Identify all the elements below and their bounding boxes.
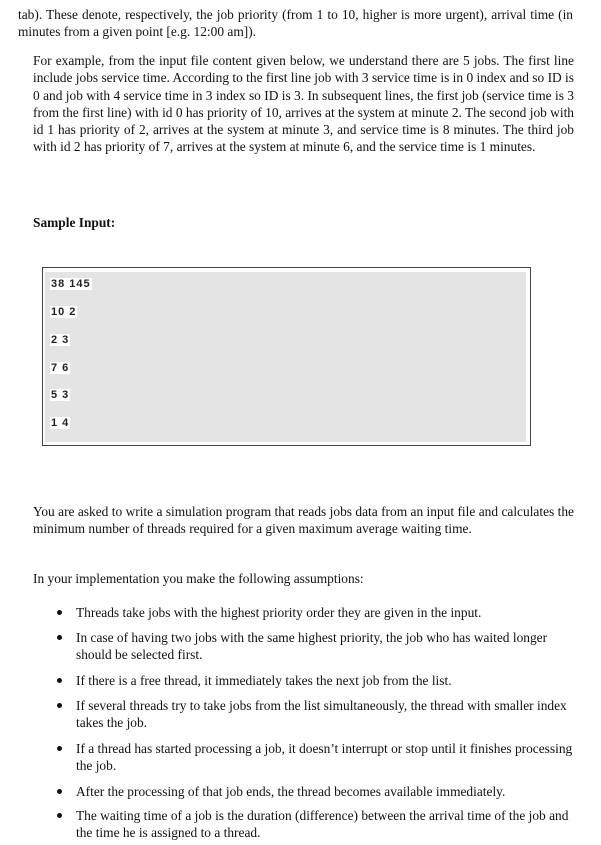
sample-input-line: 5 3 bbox=[51, 389, 70, 401]
bullet-icon bbox=[57, 635, 62, 640]
sample-input-line: 7 6 bbox=[51, 362, 70, 374]
list-item bbox=[76, 629, 573, 664]
assumptions-heading: In your implementation you make the following assumptions: bbox=[33, 571, 364, 586]
sample-input-box bbox=[42, 267, 531, 446]
list-item-text: After the processing of that job ends, the thread becomes available immediately. bbox=[76, 784, 506, 799]
bullet-icon bbox=[57, 746, 62, 751]
list-item-text: Threads take jobs with the highest priority order they are given in the input. bbox=[76, 605, 482, 620]
list-item-text: In case of having two jobs with the same highest priority, the job who has waited longer should be selected first. bbox=[76, 630, 548, 663]
bullet-icon bbox=[57, 610, 62, 615]
sample-input-heading: Sample Input: bbox=[33, 215, 116, 230]
list-item bbox=[76, 604, 573, 621]
intro-paragraph: tab). These denote, respectively, the job priority (from 1 to 10, higher is more urgent), arrival time (in minutes from a given point [e.g. 12:00 am]). bbox=[18, 7, 573, 40]
list-item bbox=[76, 783, 573, 800]
list-item bbox=[76, 740, 573, 775]
bullet-icon bbox=[57, 703, 62, 708]
bullet-icon bbox=[57, 678, 62, 683]
bullet-icon bbox=[57, 813, 62, 818]
sample-input-background bbox=[45, 272, 526, 442]
sample-input-line: 10 2 bbox=[51, 306, 77, 318]
list-item bbox=[76, 697, 573, 732]
list-item-text: If several threads try to take jobs from the list simultaneously, the thread with smaller index takes the job. bbox=[76, 698, 567, 731]
sample-input-line: 1 4 bbox=[51, 417, 70, 429]
sample-input-line: 2 3 bbox=[51, 334, 70, 346]
list-item-text: The waiting time of a job is the duration (difference) between the arrival time of the job and the time he is assigned to a thread. bbox=[76, 808, 569, 841]
example-paragraph: For example, from the input file content given below, we understand there are 5 jobs. The first line include jobs service time. According to the first line job with 3 service time is in 0 index and so ID is 0 and job with 4 service time in 3 index so ID is 3. In subsequent lines, the first job (service time is 3 from the first line) with id 0 has priority of 10, arrives at the system at minute 2. The second job with id 1 has priority of 2, arrives at the system at minute 3, and service time is 8 minutes. The third job with id 2 has priority of 7, arrives at the system at minute 6, and the service time is 1 minutes. bbox=[33, 53, 574, 155]
task-paragraph: You are asked to write a simulation program that reads jobs data from an input file and calculates the minimum number of threads required for a given maximum average waiting time. bbox=[33, 504, 574, 537]
bullet-icon bbox=[57, 789, 62, 794]
list-item bbox=[76, 672, 573, 689]
list-item-text: If a thread has started processing a job, it doesn’t interrupt or stop until it finishes processing the job. bbox=[76, 741, 573, 774]
sample-input-line: 38 145 bbox=[51, 278, 91, 290]
list-item bbox=[76, 807, 573, 842]
list-item-text: If there is a free thread, it immediately takes the next job from the list. bbox=[76, 673, 452, 688]
